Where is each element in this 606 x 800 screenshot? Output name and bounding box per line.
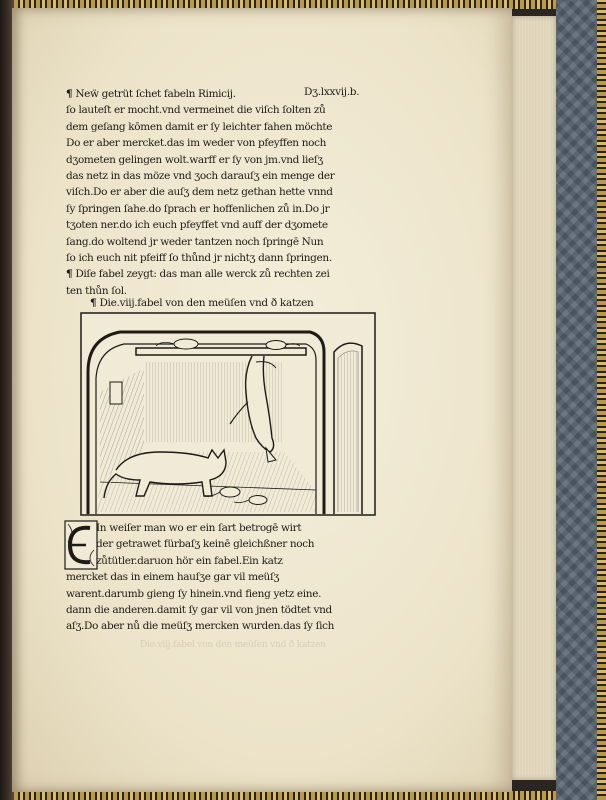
fable-title	[90, 297, 390, 309]
page-edges	[512, 16, 556, 780]
pilcrow-icon: ¶	[66, 268, 73, 281]
gilt-border-bottom	[14, 791, 606, 800]
fable-title-text: Die.viij.fabel von den meüſen vnd ð katzen	[99, 297, 314, 309]
text-line: viſch.Do er aber die auſʒ dem netz gethan hette vnnd	[66, 186, 333, 199]
gilt-border-right	[597, 0, 606, 800]
folio-number: Dʒ.lxxvij.b.	[304, 86, 360, 98]
running-title: Neẅ getrüt ſchet fabeln Rimicij.	[75, 88, 236, 100]
moral-line	[66, 266, 384, 282]
paragraph-block-1	[66, 86, 384, 299]
text-line: der getrawet fürbaſʒ keinē gleichßner noch	[96, 538, 315, 551]
text-line: warent.darumb gieng ſy hinein.vnd fieng yetz eine.	[66, 587, 322, 600]
text-line: ſy ſpringen ſahe.do ſprach er hoffenlichen zů in.Do jr	[66, 202, 330, 215]
show-through-text: Die.viij.fabel von den meüſen vnd ð katzen	[140, 640, 326, 650]
text-line: ſo ich euch nit pfeiff ſo thůnd jr nichtʒ dann ſpringen.	[66, 251, 332, 264]
text-line: tʒoten ner.do ich euch pfeyffet vnd auff der dʒomete	[66, 219, 328, 232]
text-line: ſang.do woltend jr weder tantzen noch ſpringē Nun	[66, 235, 324, 248]
paragraph-block-2	[66, 520, 384, 635]
text-line: dʒometen gelingen wolt.warff er ſy von jm.vnd lieſʒ	[66, 153, 324, 166]
text-line: In weiſer man wo er ein ſart betrogē wirt	[96, 522, 302, 534]
text-line: ſo lauteſt er mocht.vnd vermeinet die viſch ſolten zů	[66, 104, 326, 117]
text-line: das netz in das möze vnd ʒoch darauſʒ ein menge der	[66, 169, 335, 182]
text-line: Do er aber mercket.das im weder von pfeyffen noch	[66, 137, 327, 150]
pilcrow-icon: ¶	[66, 88, 73, 100]
moral-line: ten thůn ſol.	[66, 284, 127, 297]
text-line: dann die anderen.damit ſy gar vil von jnen tödtet vnd	[66, 603, 332, 616]
text-line: dem geſang kōmen damit er ſy leichter fahen möchte	[66, 120, 333, 133]
text-line: mercket das in einem hauſʒe gar vil meüſʒ	[66, 571, 280, 584]
moral-text: Diſe fabel zeygt: das man alle werck zů rechten zei	[75, 268, 330, 281]
text-line: zůtütler.daruon hör ein fabel.Ein katz	[96, 554, 283, 567]
text-line: aſʒ.Do aber nů die meüſʒ mercken wurden.das ſy ſich	[66, 620, 335, 633]
pilcrow-icon: ¶	[90, 297, 97, 309]
woodcut-illustration	[80, 312, 376, 516]
